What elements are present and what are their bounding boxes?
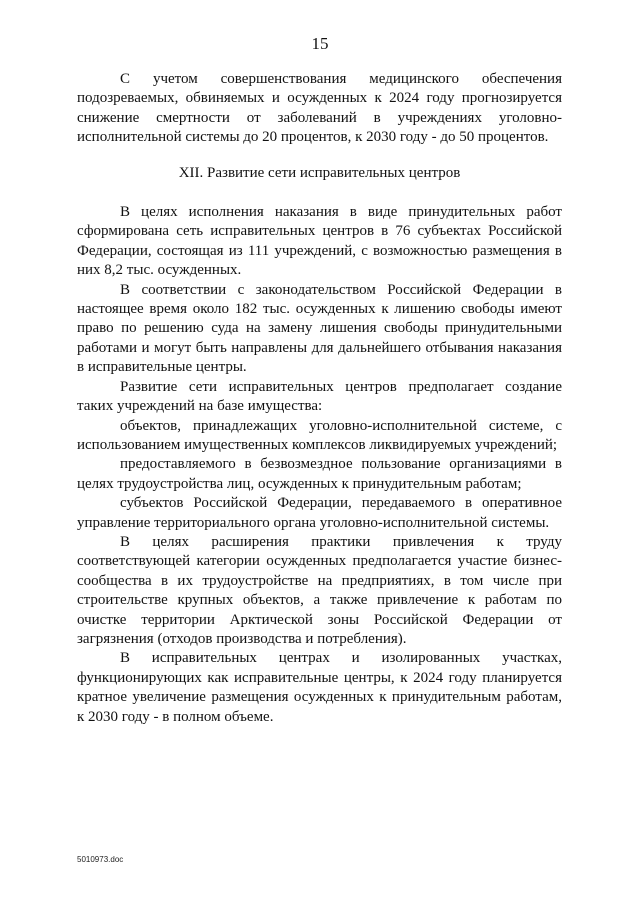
- footer-file-code: 5010973.doc: [77, 855, 124, 864]
- paragraph: объектов, принадлежащих уголовно-исполнительной системе, с использованием имущественных комплексов ликвидируемых учреждений;: [77, 417, 562, 453]
- paragraph: В целях исполнения наказания в виде принудительных работ сформирована сеть исправительных центров в 76 субъектах Российской Федерации, состоящая из 111 учреждений, с возможностью размещения в них 8,2 тыс. осужденных.: [77, 204, 562, 279]
- document-body: [77, 70, 562, 727]
- paragraph: Развитие сети исправительных центров предполагает создание таких учреждений на базе имущества:: [77, 378, 562, 415]
- page-number: 15: [311, 34, 329, 53]
- paragraph: В исправительных центрах и изолированных участках, функционирующих как исправительные центры, к 2024 году планируется кратное увеличение размещения осужденных к принудительным работам, к 2030 году - в полном объеме.: [77, 650, 562, 725]
- paragraph: предоставляемого в безвозмездное пользование организациями в целях трудоустройства лиц, осужденных к принудительным работам;: [77, 456, 562, 492]
- paragraph: В целях расширения практики привлечения к труду соответствующей категории осужденных предполагается участие бизнес-сообщества в их трудоустройстве на предприятиях, в том числе при строительстве крупных объектов, а также привлечение к работам по очистке территории Арктической зоны Российской Федерации от загрязнения (отходов производства и потребления).: [77, 533, 562, 647]
- paragraph: В соответствии с законодательством Российской Федерации в настоящее время около 182 тыс. осужденных к лишению свободы имеют право по решению суда на замену лишения свободы принудительными работами и могут быть направлены для дальнейшего отбывания наказания в исправительные центры.: [77, 281, 562, 376]
- section-heading: XII. Развитие сети исправительных центров: [178, 164, 461, 181]
- paragraph: субъектов Российской Федерации, передаваемого в оперативное управление территориального органа уголовно-исполнительной системы.: [77, 495, 562, 531]
- paragraph-intro: С учетом совершенствования медицинского обеспечения подозреваемых, обвиняемых и осужденных к 2024 году прогнозируется снижение смертности от заболеваний в учреждениях уголовно-исполнительной системы до 20 процентов, к 2030 году - до 50 процентов.: [77, 71, 562, 146]
